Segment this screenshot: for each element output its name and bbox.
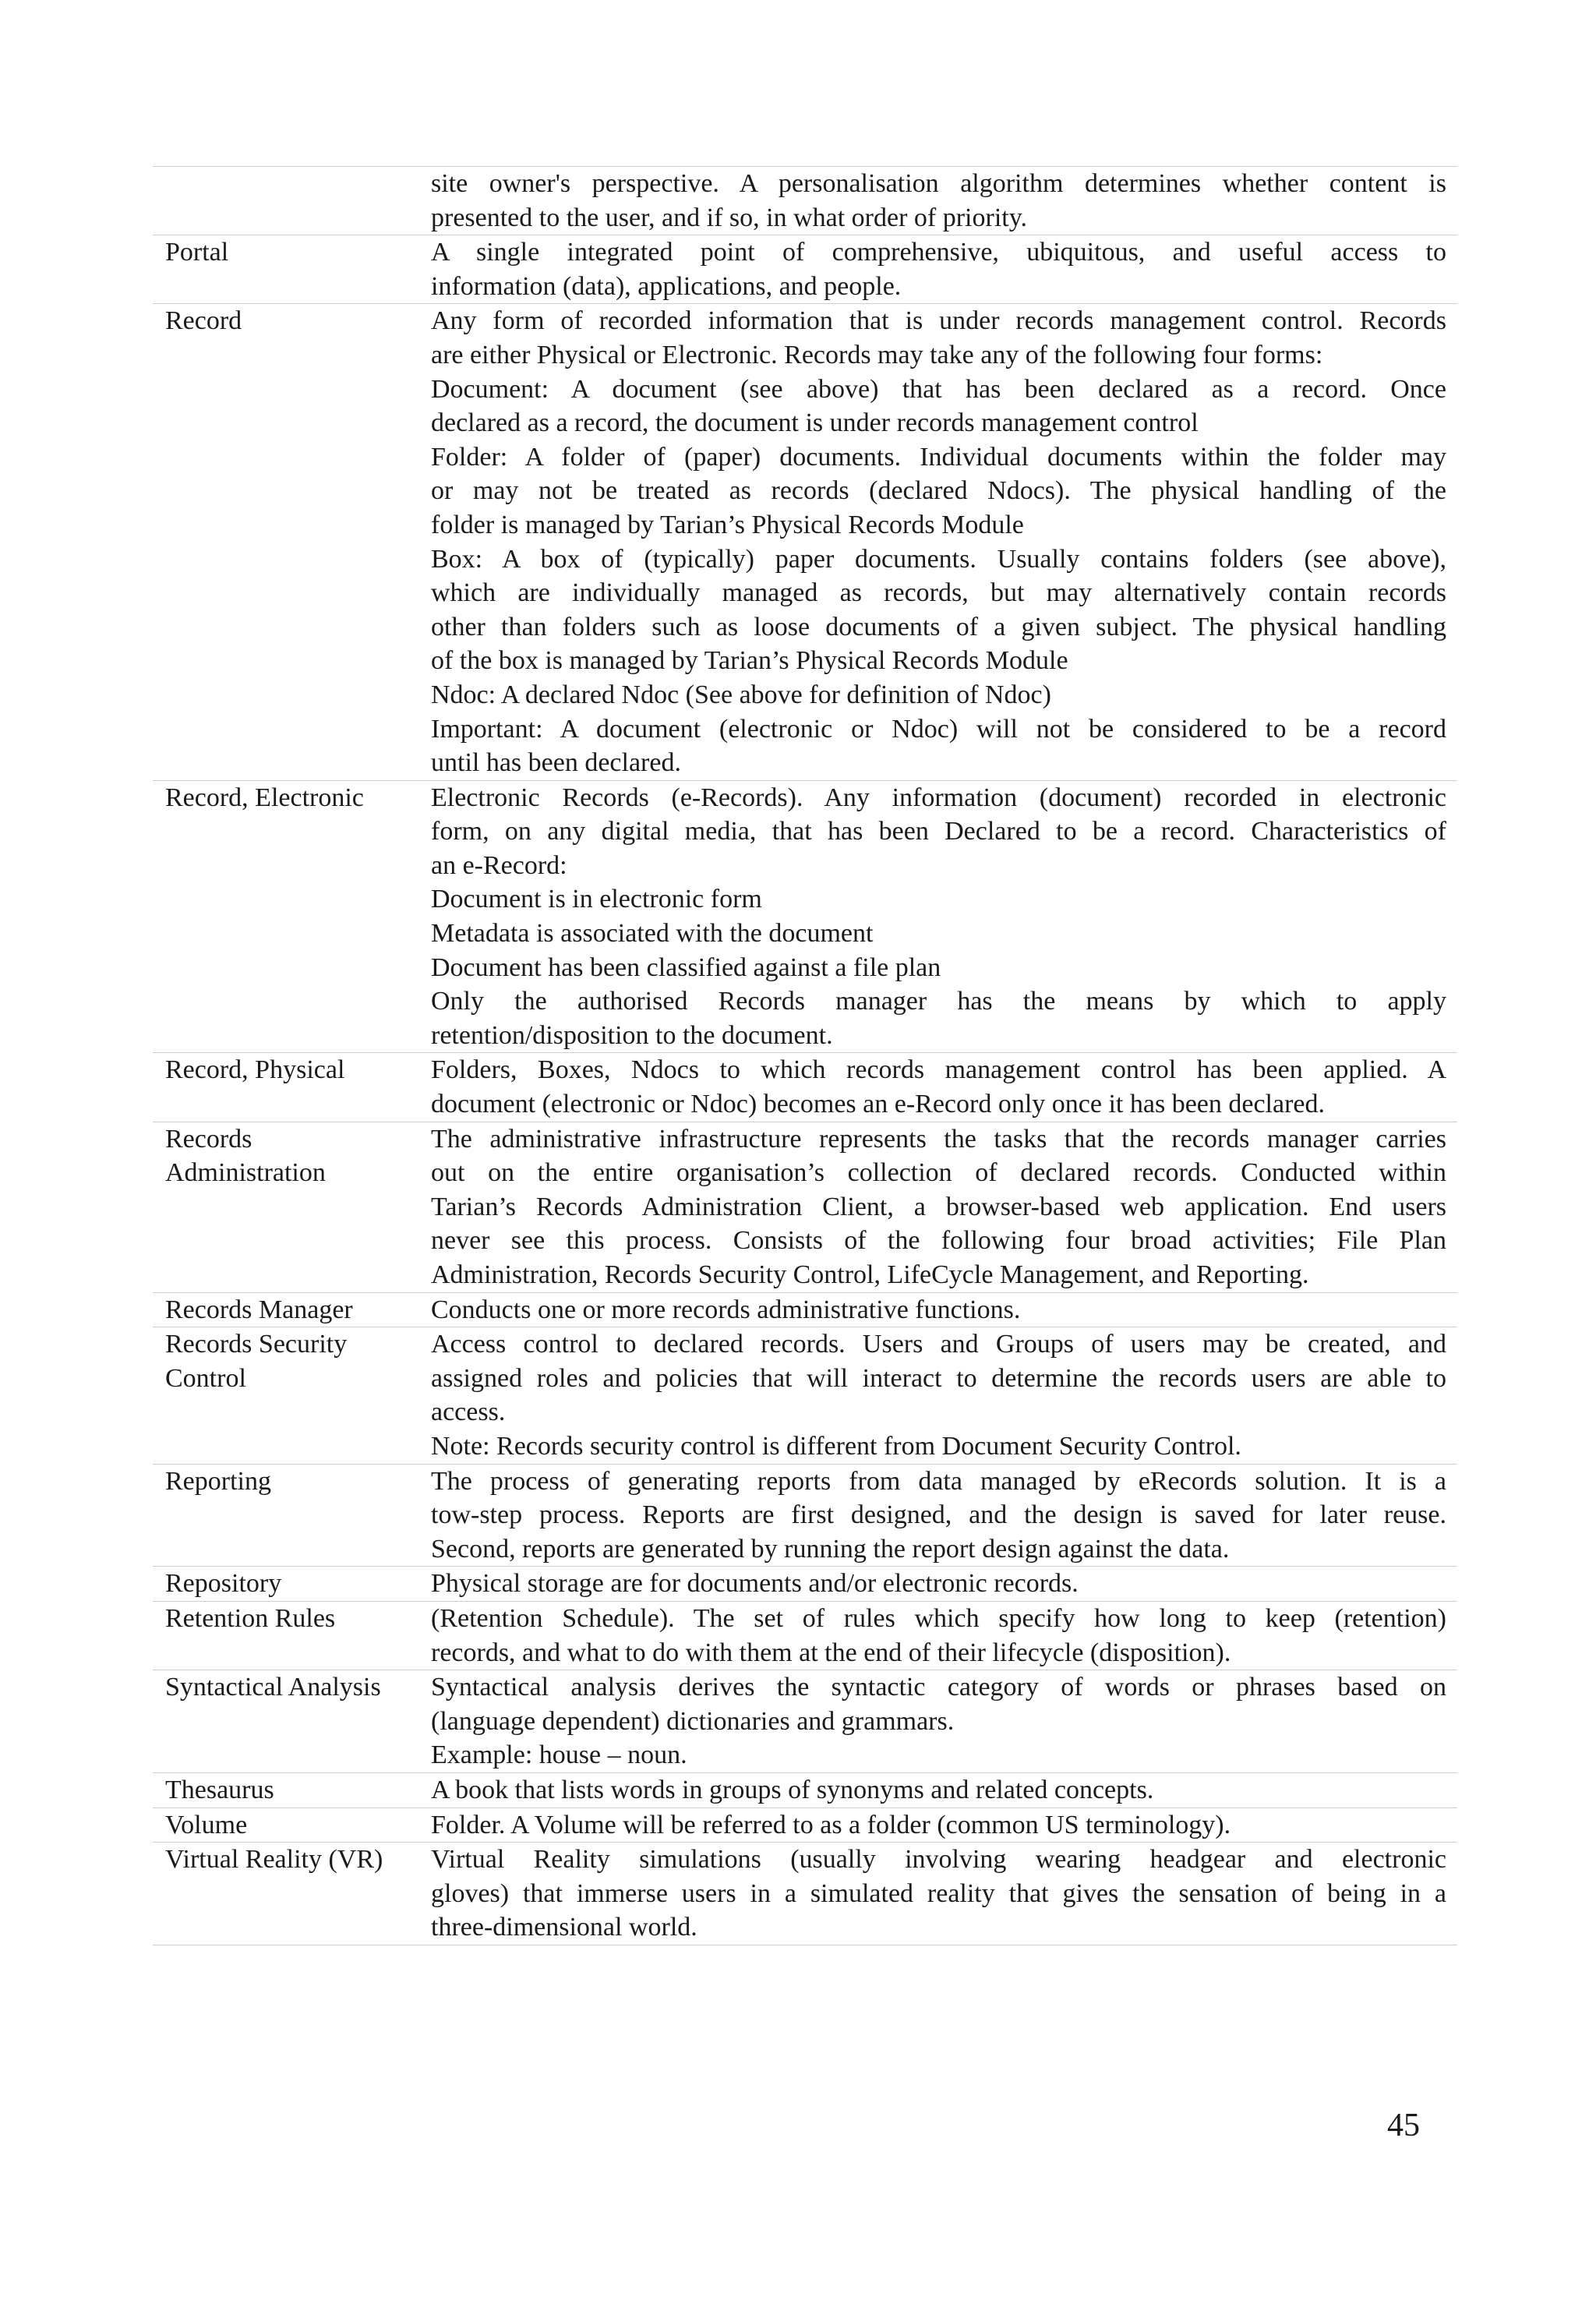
glossary-row xyxy=(153,1327,1457,1464)
term-line: Thesaurus xyxy=(165,1775,274,1804)
glossary-row xyxy=(153,1053,1457,1122)
glossary-term xyxy=(153,1670,431,1772)
glossary-definition xyxy=(431,304,1457,779)
glossary-row xyxy=(153,1602,1457,1670)
definition-line: until has been declared. xyxy=(431,748,681,778)
definition-line: Administration, Records Security Control, LifeCycle Management, and Reporting. xyxy=(431,1260,1309,1289)
glossary-definition xyxy=(431,1465,1457,1567)
glossary-definition xyxy=(431,235,1457,303)
term-line: Virtual Reality (VR) xyxy=(165,1845,383,1875)
glossary-row xyxy=(153,235,1457,304)
term-line: Volume xyxy=(165,1810,248,1839)
glossary-term xyxy=(153,235,431,303)
glossary-definition xyxy=(431,781,1457,1053)
glossary-term xyxy=(153,304,431,779)
glossary-definition xyxy=(431,1122,1457,1292)
glossary-row xyxy=(153,1670,1457,1773)
definition-line: presented to the user, and if so, in what order of priority. xyxy=(431,203,1027,232)
glossary-term xyxy=(153,1465,431,1567)
definition-line: folder is managed by Tarian’s Physical Records Module xyxy=(431,510,1024,539)
glossary-row xyxy=(153,1567,1457,1602)
term-line: Records Security xyxy=(165,1330,348,1359)
definition-line: form, on any digital media, that has been Declared to be a record. Characteristics of xyxy=(431,817,1446,846)
glossary-term xyxy=(153,1843,431,1945)
glossary-term xyxy=(153,1293,431,1327)
definition-line: an e-Record: xyxy=(431,850,567,880)
definition-line: Metadata is associated with the document xyxy=(431,919,874,949)
glossary-definition xyxy=(431,1053,1457,1121)
glossary-definition xyxy=(431,1843,1457,1945)
glossary-row xyxy=(153,781,1457,1054)
term-line: Control xyxy=(165,1363,246,1393)
definition-line: other than folders such as loose documents of a given subject. The physical handling xyxy=(431,612,1446,641)
term-line: Records xyxy=(165,1124,252,1154)
term-line: Record, Electronic xyxy=(165,783,364,812)
definition-line: Physical storage are for documents and/or electronic records. xyxy=(431,1569,1079,1599)
glossary-row xyxy=(153,1843,1457,1945)
glossary-definition xyxy=(431,1293,1457,1327)
definition-line: Document has been classified against a file plan xyxy=(431,952,941,982)
term-line: Portal xyxy=(165,238,229,267)
definition-line: Second, reports are generated by running the report design against the data. xyxy=(431,1534,1230,1564)
term-line: Reporting xyxy=(165,1466,271,1496)
definition-line: Conducts one or more records administrative functions. xyxy=(431,1295,1021,1324)
definition-line: (language dependent) dictionaries and grammars. xyxy=(431,1706,955,1736)
definition-line: (Retention Schedule). The set of rules which specify how long to keep (retention) xyxy=(431,1603,1446,1633)
page-number: 45 xyxy=(1387,2108,1420,2143)
definition-line: out on the entire organisation’s collection of declared records. Conducted within xyxy=(431,1158,1446,1188)
glossary-term xyxy=(153,167,431,235)
glossary-definition xyxy=(431,1602,1457,1670)
definition-line: Virtual Reality simulations (usually involving wearing headgear and electronic xyxy=(431,1845,1446,1875)
definition-line: document (electronic or Ndoc) becomes an e-Record only once it has been declared. xyxy=(431,1090,1326,1119)
glossary-term xyxy=(153,1808,431,1843)
definition-line: Electronic Records (e-Records). Any information (document) recorded in electronic xyxy=(431,783,1446,812)
definition-line: information (data), applications, and people. xyxy=(431,271,902,301)
glossary-term xyxy=(153,1773,431,1808)
definition-line: site owner's perspective. A personalisation algorithm determines whether content is xyxy=(431,169,1446,198)
definition-line: access. xyxy=(431,1398,506,1427)
glossary-row xyxy=(153,1808,1457,1843)
glossary-row xyxy=(153,1293,1457,1328)
glossary-definition xyxy=(431,1670,1457,1772)
glossary-term xyxy=(153,1327,431,1463)
definition-line: Important: A document (electronic or Ndoc) will not be considered to be a record xyxy=(431,714,1446,744)
definition-line: retention/disposition to the document. xyxy=(431,1020,833,1050)
definition-line: assigned roles and policies that will interact to determine the records users are able to xyxy=(431,1363,1446,1393)
glossary-row xyxy=(153,1465,1457,1567)
glossary-definition xyxy=(431,1808,1457,1843)
definition-line: The process of generating reports from data managed by eRecords solution. It is a xyxy=(431,1466,1446,1496)
term-line: Record xyxy=(165,306,242,336)
term-line: Records Manager xyxy=(165,1295,353,1324)
definition-line: or may not be treated as records (declared Ndocs). The physical handling of the xyxy=(431,476,1446,506)
definition-line: of the box is managed by Tarian’s Physical Records Module xyxy=(431,646,1068,676)
glossary-row xyxy=(153,1122,1457,1293)
definition-line: A single integrated point of comprehensive, ubiquitous, and useful access to xyxy=(431,238,1446,267)
definition-line: The administrative infrastructure represents the tasks that the records manager carries xyxy=(431,1124,1446,1154)
definition-line: Example: house – noun. xyxy=(431,1740,687,1770)
definition-line: gloves) that immerse users in a simulated reality that gives the sensation of being in a xyxy=(431,1878,1446,1908)
definition-line: Document: A document (see above) that has been declared as a record. Once xyxy=(431,374,1446,404)
definition-line: Note: Records security control is different from Document Security Control. xyxy=(431,1431,1241,1461)
definition-line: three-dimensional world. xyxy=(431,1913,697,1942)
glossary-term xyxy=(153,1122,431,1292)
term-line: Retention Rules xyxy=(165,1603,336,1633)
definition-line: tow-step process. Reports are first designed, and the design is saved for later reuse. xyxy=(431,1500,1446,1530)
glossary-definition xyxy=(431,167,1457,235)
definition-line: Folder: A folder of (paper) documents. Individual documents within the folder may xyxy=(431,442,1446,472)
definition-line: Tarian’s Records Administration Client, a browser-based web application. End users xyxy=(431,1192,1446,1221)
glossary-term xyxy=(153,1567,431,1601)
definition-line: are either Physical or Electronic. Records may take any of the following four forms: xyxy=(431,340,1323,369)
term-line: Record, Physical xyxy=(165,1055,345,1085)
glossary-term xyxy=(153,1053,431,1121)
glossary-row xyxy=(153,167,1457,235)
definition-line: Only the authorised Records manager has the means by which to apply xyxy=(431,987,1446,1016)
glossary-term xyxy=(153,1602,431,1670)
glossary-term xyxy=(153,781,431,1053)
definition-line: Any form of recorded information that is under records management control. Records xyxy=(431,306,1446,336)
definition-line: which are individually managed as records, but may alternatively contain records xyxy=(431,578,1446,608)
glossary-definition xyxy=(431,1773,1457,1808)
definition-line: Access control to declared records. Users and Groups of users may be created, and xyxy=(431,1330,1446,1359)
definition-line: Syntactical analysis derives the syntactic category of words or phrases based on xyxy=(431,1673,1446,1702)
term-line: Syntactical Analysis xyxy=(165,1673,381,1702)
definition-line: declared as a record, the document is under records management control xyxy=(431,408,1199,438)
term-line: Repository xyxy=(165,1569,282,1599)
definition-line: never see this process. Consists of the following four broad activities; File Plan xyxy=(431,1226,1446,1256)
glossary-definition xyxy=(431,1567,1457,1601)
definition-line: Folders, Boxes, Ndocs to which records management control has been applied. A xyxy=(431,1055,1446,1085)
definition-line: A book that lists words in groups of synonyms and related concepts. xyxy=(431,1775,1154,1804)
glossary-row xyxy=(153,1773,1457,1808)
definition-line: records, and what to do with them at the end of their lifecycle (disposition). xyxy=(431,1638,1231,1667)
term-line: Administration xyxy=(165,1158,326,1188)
glossary-table xyxy=(153,166,1457,1945)
definition-line: Document is in electronic form xyxy=(431,885,762,914)
definition-line: Box: A box of (typically) paper documents. Usually contains folders (see above), xyxy=(431,544,1446,574)
glossary-definition xyxy=(431,1327,1457,1463)
definition-line: Ndoc: A declared Ndoc (See above for definition of Ndoc) xyxy=(431,680,1051,709)
glossary-row xyxy=(153,304,1457,780)
definition-line: Folder. A Volume will be referred to as a folder (common US terminology). xyxy=(431,1810,1231,1839)
